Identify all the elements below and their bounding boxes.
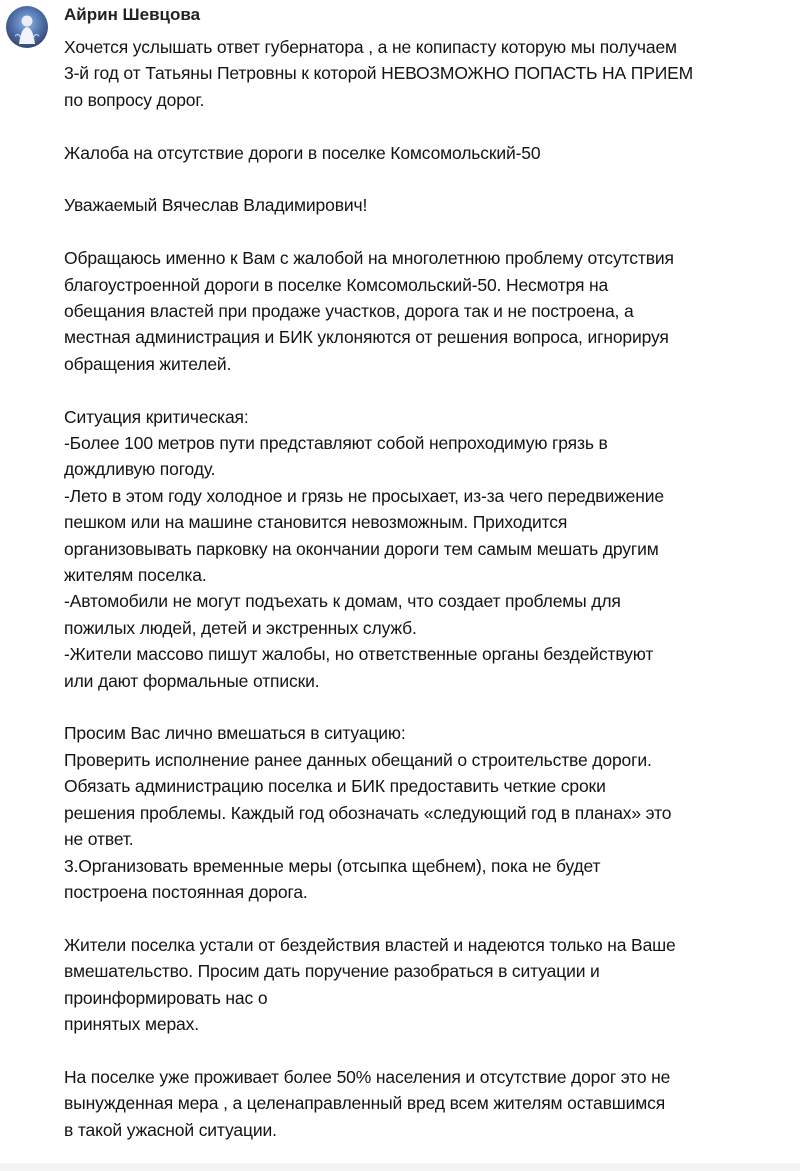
comment-text-line: в такой ужасной ситуации. <box>64 1119 277 1140</box>
comment-text-line: вынужденная мера , а целенаправленный вред всем жителям оставшимся <box>64 1093 666 1114</box>
comment-text-line: Ситуация критическая: <box>64 406 249 427</box>
comment-text-line: пожилых людей, детей и экстренных служб. <box>64 617 417 638</box>
author-name[interactable]: Айрин Шевцова <box>64 5 201 24</box>
comment-text-line: обещания властей при продаже участков, дорога так и не построена, а <box>64 301 634 322</box>
comment-paragraph <box>64 192 794 218</box>
comment-text-line: Обращаюсь именно к Вам с жалобой на многолетнюю проблему отсутствия <box>64 248 674 269</box>
bottom-edge <box>0 1163 800 1171</box>
comment-text-line: не ответ. <box>64 829 134 850</box>
comment-paragraph <box>64 932 794 1038</box>
comment-text-line: принятых мерах. <box>64 1013 199 1034</box>
comment-text-line: -Жители массово пишут жалобы, но ответственные органы бездействуют <box>64 644 654 665</box>
comment-text-line: пешком или на машине становится невозможным. Приходится <box>64 512 568 533</box>
comment-text-line: -Лето в этом году холодное и грязь не просыхает, из-за чего передвижение <box>64 485 664 506</box>
comment-text-line: Хочется услышать ответ губернатора , а не копипасту которую мы получаем <box>64 37 677 57</box>
comment-text-line: 3-й год от Татьяны Петровны к которой НЕВОЗМОЖНО ПОПАСТЬ НА ПРИЕМ <box>64 63 694 84</box>
comment-paragraph <box>64 245 794 377</box>
comment-paragraph <box>64 720 794 905</box>
comment-text-line: -Более 100 метров пути представляют собой непроходимую грязь в <box>64 433 608 454</box>
comment-text-line: Просим Вас лично вмешаться в ситуацию: <box>64 723 406 744</box>
comment-paragraph <box>64 34 794 113</box>
comment-text-line: жителям поселка. <box>64 565 207 586</box>
comment-text-line: решения проблемы. Каждый год обозначать «следующий год в планах» это <box>64 802 672 823</box>
comment-text-line: дождливую погоду. <box>64 459 216 480</box>
comment-text-line: по вопросу дорог. <box>64 89 205 110</box>
comment-paragraph <box>64 140 794 166</box>
avatar[interactable] <box>6 6 48 48</box>
comment-text-line: 3.Организовать временные меры (отсыпка щебнем), пока не будет <box>64 855 601 876</box>
comment-text-line: -Автомобили не могут подъехать к домам, что создает проблемы для <box>64 591 621 612</box>
comment-text-line: проинформировать нас о <box>64 987 268 1008</box>
comment-text-line: местная администрация и БИК уклоняются от решения вопроса, игнорируя <box>64 327 669 348</box>
comment-paragraph <box>64 404 794 694</box>
comment-text-line: Проверить исполнение ранее данных обещаний о строительстве дороги. <box>64 749 652 770</box>
comment-text-line: Обязать администрацию поселка и БИК предоставить четкие сроки <box>64 776 606 797</box>
comment-text-line: Жители поселка устали от бездействия властей и надеются только на Ваше <box>64 934 676 955</box>
comment-paragraph <box>64 1064 794 1143</box>
comment-text-line: благоустроенной дороги в поселке Комсомольский-50. Несмотря на <box>64 274 609 295</box>
comment-text-line: вмешательство. Просим дать поручение разобраться в ситуации и <box>64 961 600 982</box>
comment-text-line: Жалоба на отсутствие дороги в поселке Комсомольский-50 <box>64 142 541 163</box>
comment-text-line: организовывать парковку на окончании дороги тем самым мешать другим <box>64 538 659 559</box>
comment-text-line: построена постоянная дорога. <box>64 881 308 902</box>
comment-text-line: обращения жителей. <box>64 353 232 374</box>
avatar-image-icon <box>6 6 48 48</box>
comment-text-line: или дают формальные отписки. <box>64 670 320 691</box>
comment-text-line: На поселке уже проживает более 50% населения и отсутствие дорог это не <box>64 1066 671 1087</box>
comment-body <box>64 34 794 1143</box>
comment-text-line: Уважаемый Вячеслав Владимирович! <box>64 195 368 216</box>
